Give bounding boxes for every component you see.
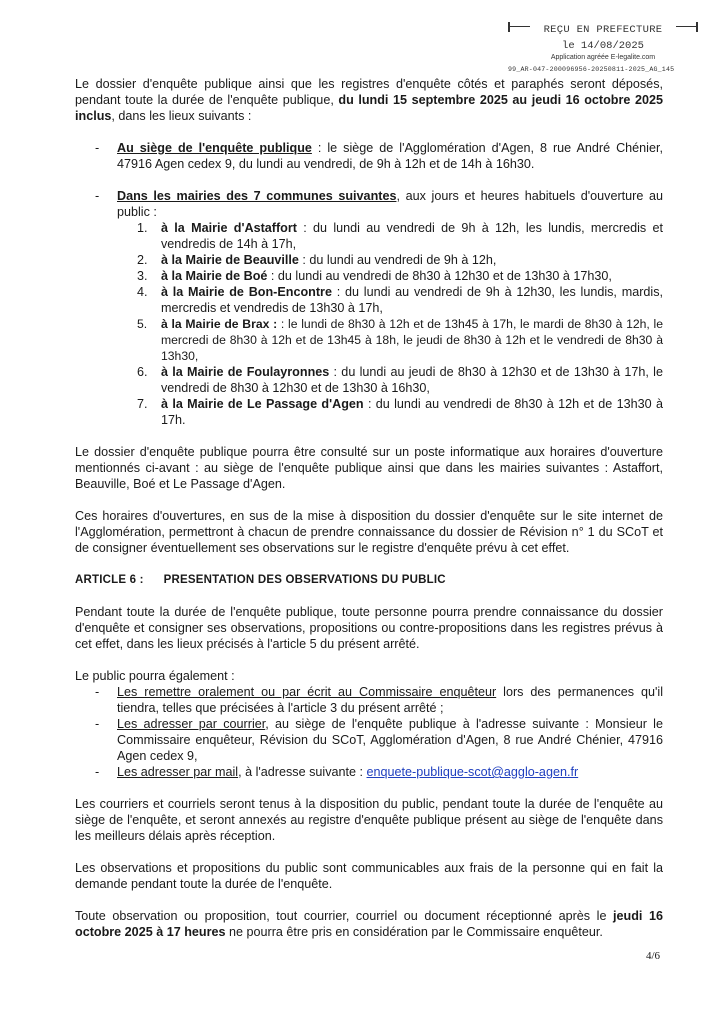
mairie-item <box>75 252 663 268</box>
mairie-item <box>75 396 663 428</box>
mairie-number: 5. <box>137 317 148 331</box>
mairie-number: 1. <box>137 221 148 235</box>
page-number: 4/6 <box>646 950 661 962</box>
mairie-item <box>75 220 663 252</box>
mairie-number: 6. <box>137 365 148 379</box>
article-6-paragraph-3: Les courriers et courriels seront tenus à la disposition du public, pendant toute la durée de l'enquête au siège de l'enquête, et seront annexés au registre d'enquête publique présent au siège de l'enquête dans les meilleurs délais après réception. <box>75 797 663 843</box>
method-item <box>75 716 663 764</box>
mairie-item <box>75 364 663 396</box>
deadline-text-end: ne pourra être pris en considération par le Commissaire enquêteur. <box>225 925 603 939</box>
submission-methods-list <box>75 684 663 780</box>
method-text: lors des permanences qu'il tiendra, telles que précisées à l'article 3 du présent arrêté ; <box>117 685 663 715</box>
mairie-hours: : du lundi au vendredi de 9h à 12h, <box>298 253 497 267</box>
paragraph-poste-informatique: Le dossier d'enquête publique pourra être consulté sur un poste informatique aux horaires d'ouverture mentionnés ci-avant : au siège de l'enquête publique ainsi que dans les mairies suivantes : Astaffort, Beauville, Boé et Le Passage d'Agen. <box>75 445 663 491</box>
article-6-heading <box>75 572 663 588</box>
deadline-text: Toute observation ou proposition, tout courrier, courriel ou document réceptionné après le <box>75 909 614 923</box>
location-siege <box>75 140 663 172</box>
locations-list <box>75 140 663 220</box>
article-title: PRESENTATION DES OBSERVATIONS DU PUBLIC <box>163 574 446 586</box>
stamp-agency: Application agréée E-legalite.com <box>550 54 656 61</box>
mairies-label: Dans les mairies des 7 communes suivantes <box>117 189 397 203</box>
mairie-item <box>75 284 663 316</box>
document-body <box>75 76 663 940</box>
article-6-paragraph-4: Les observations et propositions du public sont communicables aux frais de la personne qui en fait la demande pendant toute la durée de l'enquête. <box>75 861 663 891</box>
mairie-hours: : le lundi de 8h30 à 12h et de 13h45 à 17h, le mardi de 8h30 à 12h, le mercredi de 8h30 à 12h et de 13h45 à 18h, le jeudi de 8h30 à 12h et le vendredi de 8h30 à 13h30, <box>161 317 664 363</box>
mairie-number: 4. <box>137 285 148 299</box>
mairie-number: 2. <box>137 253 148 267</box>
deadline-date: jeudi 16 octobre 2025 à 17 heures <box>75 909 663 939</box>
prefecture-stamp <box>508 18 698 82</box>
article-6-paragraph-1: Pendant toute la durée de l'enquête publique, toute personne pourra prendre connaissance du dossier d'enquête et consigner ses observations, propositions ou contre-propositions dans les registres prévus à cet effet, dans les lieux précisés à l'article 5 du présent arrêté. <box>75 605 663 651</box>
mairie-hours: : du lundi au jeudi de 8h30 à 12h30 et de 13h30 à 17h, le vendredi de 8h30 à 12h30 et de 13h30 à 16h30, <box>161 365 663 395</box>
location-mairies <box>75 188 663 220</box>
intro-text: Le dossier d'enquête publique ainsi que les registres d'enquête côtés et paraphés seront déposés, pendant toute la durée de l'enquête publique, <box>75 77 663 107</box>
method-item <box>75 764 663 780</box>
method-text: , au siège de l'enquête publique à l'adresse suivante : Monsieur le Commissaire enquêteur, Révision du SCoT, Agglomération d'Agen, 8 rue André Chénier, 47916 Agen cedex 9, <box>117 717 663 763</box>
article-6-paragraph-2: Le public pourra également : <box>75 669 235 683</box>
bullet-dash: - <box>95 765 100 779</box>
mairie-item <box>75 268 663 284</box>
intro-text-end: , dans les lieux suivants : <box>111 109 252 123</box>
method-label: Les adresser par mail <box>117 765 239 779</box>
mairie-name: à la Mairie de Foulayronnes <box>161 365 330 379</box>
mairie-name: à la Mairie de Brax : <box>161 317 281 331</box>
bullet-dash: - <box>95 189 100 203</box>
mairie-hours: : du lundi au vendredi de 8h30 à 12h30 et de 13h30 à 17h30, <box>267 269 612 283</box>
method-label: Les adresser par courrier <box>117 717 266 731</box>
mairies-list <box>75 220 663 428</box>
bullet-dash: - <box>95 685 100 699</box>
stamp-title: REÇU EN PREFECTURE <box>530 24 676 36</box>
stamp-reference: 99_AR-047-200096956-20250811-2025_AG_145 <box>508 66 675 73</box>
mairie-name: à la Mairie de Bon-Encontre <box>161 285 332 299</box>
mairie-name: à la Mairie de Beauville <box>161 253 299 267</box>
siege-text: : le siège de l'Agglomération d'Agen, 8 rue André Chénier, 47916 Agen cedex 9, du lundi au vendredi, de 9h à 12h et de 14h à 16h30. <box>117 141 663 171</box>
bullet-dash: - <box>95 717 100 731</box>
mairie-name: à la Mairie de Boé <box>161 269 268 283</box>
mairies-text: , aux jours et heures habituels d'ouverture au public : <box>117 189 663 219</box>
mairie-hours: : du lundi au vendredi de 9h à 12h, les lundis, mercredis et vendredis de 14h à 17h, <box>161 221 663 251</box>
mairie-name: à la Mairie d'Astaffort <box>161 221 297 235</box>
method-label: Les remettre oralement ou par écrit au Commissaire enquêteur <box>117 685 497 699</box>
mairie-number: 7. <box>137 397 148 411</box>
mairie-item <box>75 316 663 364</box>
mairie-name: à la Mairie de Le Passage d'Agen <box>161 397 364 411</box>
article-label: ARTICLE 6 : <box>75 574 144 586</box>
mairie-hours: : du lundi au vendredi de 8h30 à 12h et de 13h30 à 17h. <box>161 397 663 427</box>
article-6-paragraph-5 <box>75 908 663 940</box>
mairie-hours: : du lundi au vendredi de 9h à 12h30, les lundis, mardis, mercredis et vendredis de 13h30 à 17h, <box>161 285 663 315</box>
stamp-date: le 14/08/2025 <box>562 40 644 52</box>
siege-label: Au siège de l'enquête publique <box>117 141 312 155</box>
paragraph-horaires: Ces horaires d'ouvertures, en sus de la mise à disposition du dossier d'enquête sur le site internet de l'Agglomération, permettront à chacun de prendre connaissance du dossier de Révision n° 1 du SCoT et de consigner éventuellement ses observations sur le registre d'enquête prévu à cet effet. <box>75 509 663 555</box>
mairie-number: 3. <box>137 269 148 283</box>
email-link[interactable]: enquete-publique-scot@agglo-agen.fr <box>366 765 579 779</box>
method-item <box>75 684 663 716</box>
bullet-dash: - <box>95 141 100 155</box>
intro-dates: du lundi 15 septembre 2025 au jeudi 16 octobre 2025 inclus <box>75 93 663 123</box>
intro-paragraph <box>75 76 663 124</box>
stamp-bracket-left <box>508 22 510 32</box>
method-text: , à l'adresse suivante : <box>238 765 367 779</box>
stamp-bracket-right <box>696 22 698 32</box>
